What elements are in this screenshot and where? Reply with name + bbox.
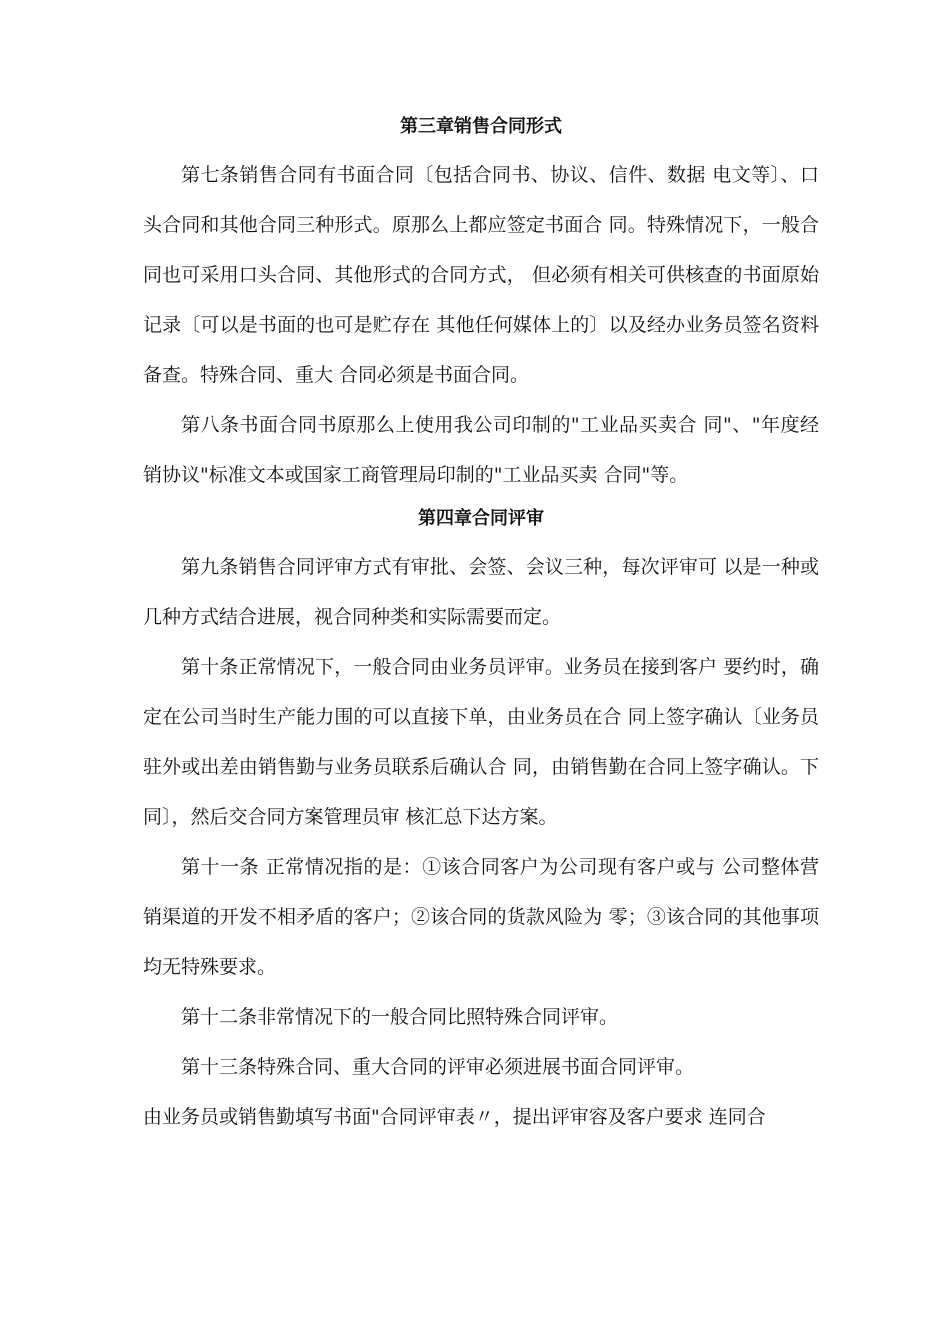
article-13-paragraph: 第十三条特殊合同、重大合同的评审必须进展书面合同评审。 <box>181 1056 695 1078</box>
article-9-paragraph: 第九条销售合同评审方式有审批、会签、会议三种，每次评审可 以是一种或几种方式结合进展，视合同种类和实际需要而定。 <box>143 556 819 628</box>
article-11-paragraph: 第十一条 正常情况指的是：①该合同客户为公司现有客户或与 公司整体营销渠道的开发不相矛盾的客户；②该合同的货款风险为 零；③该合同的其他事项均无特殊要求。 <box>143 856 819 978</box>
article-12-paragraph: 第十二条非常情况下的一般合同比照特殊合同评审。 <box>181 1006 619 1028</box>
article-7-paragraph: 第七条销售合同有书面合同〔包括合同书、协议、信件、数据 电文等〕、口头合同和其他合同三种形式。原那么上都应签定书面合 同。特殊情况下，一般合同也可采用口头合同、其他形式的合同方式， 但必须有相关可供核查的书面原始记录〔可以是书面的也可是贮存在 其他任何媒体上的〕以及经办业务员签名资料备查。特殊合同、重大 合同必须是书面合同。 <box>143 164 819 386</box>
chapter-4-heading: 第四章合同评审 <box>418 508 544 529</box>
article-10-paragraph: 第十条正常情况下，一般合同由业务员评审。业务员在接到客户 要约时，确定在公司当时生产能力围的可以直接下单，由业务员在合 同上签字确认〔业务员驻外或出差由销售勤与业务员联系后确认合 同，由销售勤在合同上签字确认。下同〕，然后交合同方案管理员审 核汇总下达方案。 <box>143 656 819 828</box>
document-page <box>143 108 819 1142</box>
chapter-3-heading: 第三章销售合同形式 <box>400 116 562 137</box>
article-8-paragraph: 第八条书面合同书原那么上使用我公司印制的"工业品买卖合 同"、"年度经销协议"标准文本或国家工商管理局印制的"工业品买卖 合同"等。 <box>143 414 819 486</box>
article-13-continuation: 由业务员或销售勤填写书面"合同评审表〃，提出评审容及客户要求 连同合 <box>143 1106 766 1128</box>
